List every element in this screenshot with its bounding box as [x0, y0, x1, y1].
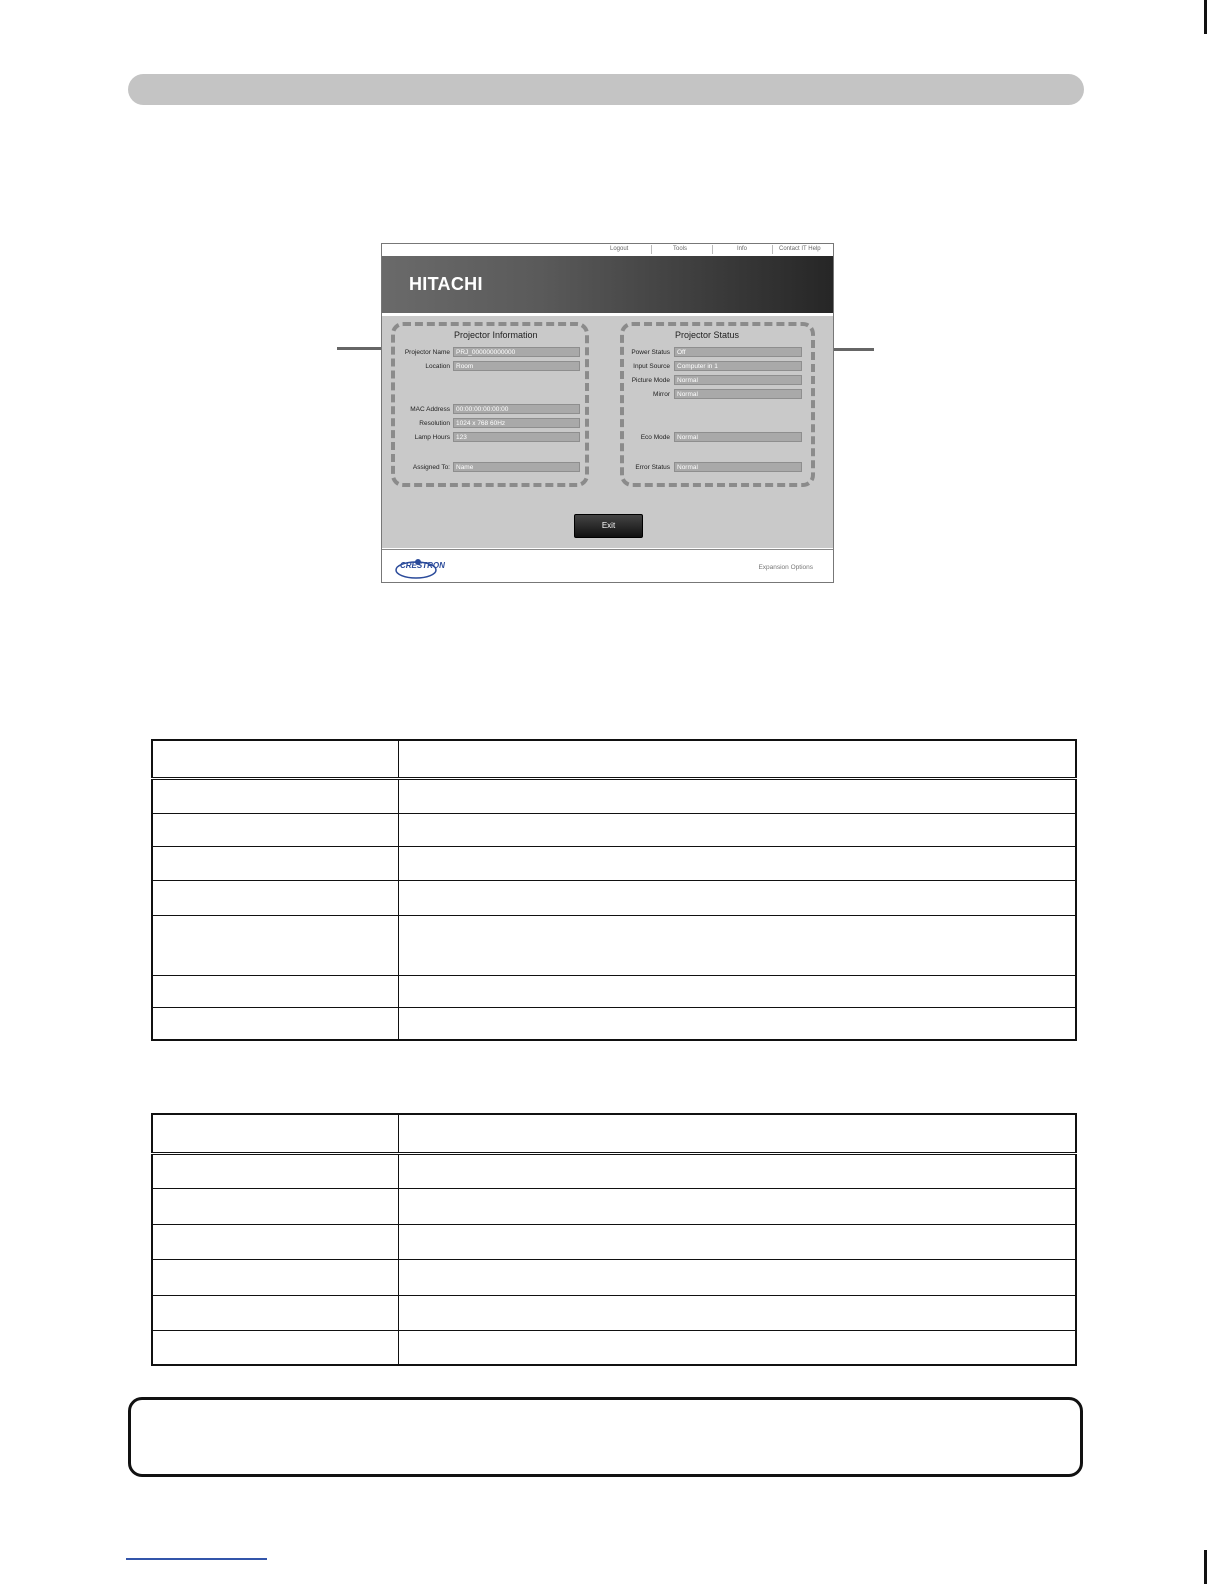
- table-cell: [152, 1224, 398, 1259]
- table-cell: [398, 813, 1076, 846]
- table-row: [152, 1330, 1076, 1365]
- table-row: [152, 880, 1076, 915]
- table-row: [152, 1188, 1076, 1224]
- projector-information-table: [151, 739, 1077, 1041]
- projector-information-title: Projector Information: [454, 330, 538, 340]
- nav-contact-it-help-link[interactable]: Contact IT Help: [779, 246, 821, 252]
- eco-mode-field: Normal: [674, 432, 802, 442]
- eco-mode-label: Eco Mode: [640, 434, 670, 441]
- assigned-to-label: Assigned To:: [412, 464, 450, 471]
- table-cell: [398, 1259, 1076, 1295]
- web-control-screenshot: [381, 243, 834, 583]
- table-cell: [152, 915, 398, 975]
- exit-button[interactable]: Exit: [574, 514, 643, 538]
- input-source-field: Computer in 1: [674, 361, 802, 371]
- table-cell: [152, 880, 398, 915]
- table-cell: [152, 778, 398, 813]
- table-cell: [152, 975, 398, 1007]
- table-header-row: [152, 1114, 1076, 1153]
- table-row: [152, 813, 1076, 846]
- table-cell: [152, 1114, 398, 1153]
- table-cell: [398, 846, 1076, 880]
- table-cell: [398, 880, 1076, 915]
- table-cell: [398, 1330, 1076, 1365]
- table-cell: [398, 1114, 1076, 1153]
- picture-mode-field: Normal: [674, 375, 802, 385]
- table-cell: [398, 915, 1076, 975]
- footer: [382, 549, 833, 583]
- error-status-label: Error Status: [635, 464, 670, 471]
- note-box: [128, 1397, 1083, 1477]
- picture-mode-label: Picture Mode: [631, 377, 670, 384]
- location-field: Room: [453, 361, 580, 371]
- mac-address-field: 00:00:00:00:00:00: [453, 404, 580, 414]
- table-cell: [398, 1153, 1076, 1188]
- table-row: [152, 1153, 1076, 1188]
- table-row: [152, 915, 1076, 975]
- expansion-options-link[interactable]: Expansion Options: [758, 564, 813, 571]
- mirror-field: Normal: [674, 389, 802, 399]
- footer-underline: [126, 1558, 267, 1560]
- table-row: [152, 1224, 1076, 1259]
- table-cell: [398, 975, 1076, 1007]
- nav-info-link[interactable]: Info: [737, 246, 748, 252]
- table-row: [152, 778, 1076, 813]
- projector-name-label: Projector Name: [404, 349, 450, 356]
- table-cell: [152, 846, 398, 880]
- top-navigation: [382, 244, 833, 255]
- mirror-label: Mirror: [653, 391, 670, 398]
- edge-mark-top-right: [1204, 0, 1207, 34]
- resolution-field: 1024 x 768 60Hz: [453, 418, 580, 428]
- projector-name-field: PRJ_000000000000: [453, 347, 580, 357]
- table-cell: [152, 813, 398, 846]
- input-source-label: Input Source: [633, 363, 670, 370]
- table-cell: [152, 740, 398, 778]
- mac-address-label: MAC Address: [410, 406, 450, 413]
- table-row: [152, 1259, 1076, 1295]
- table-cell: [152, 1295, 398, 1330]
- table-row: [152, 1295, 1076, 1330]
- table-row: [152, 975, 1076, 1007]
- table-cell: [152, 1259, 398, 1295]
- table-cell: [398, 740, 1076, 778]
- error-status-field: Normal: [674, 462, 802, 472]
- table-row: [152, 846, 1076, 880]
- nav-tools-link[interactable]: Tools: [673, 246, 688, 252]
- table-cell: [398, 1188, 1076, 1224]
- projector-status-table: [151, 1113, 1077, 1366]
- table-cell: [152, 1330, 398, 1365]
- table-row: [152, 1007, 1076, 1040]
- table-cell: [398, 1224, 1076, 1259]
- edge-mark-bottom-right: [1204, 1550, 1207, 1584]
- section-header-bar: [128, 74, 1084, 105]
- table-cell: [152, 1153, 398, 1188]
- table-cell: [398, 778, 1076, 813]
- table-cell: [398, 1007, 1076, 1040]
- table-cell: [152, 1007, 398, 1040]
- table-cell: [398, 1295, 1076, 1330]
- power-status-field: Off: [674, 347, 802, 357]
- table-header-row: [152, 740, 1076, 778]
- crestron-brand-text: CRESTRON: [400, 561, 445, 570]
- power-status-label: Power Status: [631, 349, 670, 356]
- lamp-hours-label: Lamp Hours: [414, 434, 450, 441]
- hitachi-logo: HITACHI: [409, 274, 483, 294]
- assigned-to-field: Name: [453, 462, 580, 472]
- lamp-hours-field: 123: [453, 432, 580, 442]
- table-cell: [152, 1188, 398, 1224]
- location-label: Location: [425, 363, 450, 370]
- nav-logout-link[interactable]: Logout: [610, 246, 629, 252]
- projector-status-title: Projector Status: [675, 330, 740, 340]
- resolution-label: Resolution: [419, 420, 450, 427]
